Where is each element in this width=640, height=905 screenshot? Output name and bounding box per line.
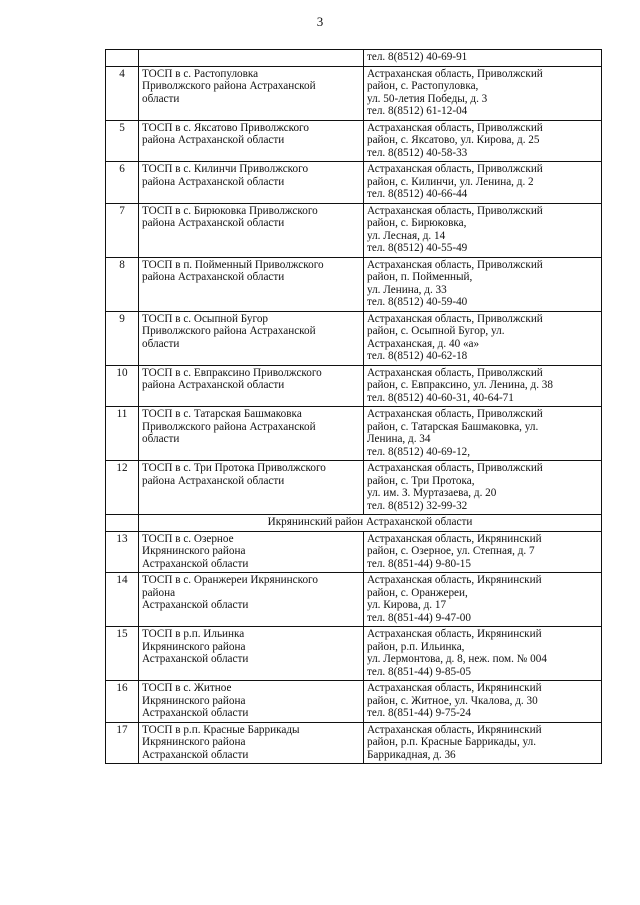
table-row (106, 66, 602, 120)
address-line: ул. Кирова, д. 17 (367, 599, 447, 611)
name-line: ТОСП в с. Килинчи Приволжского (142, 163, 309, 175)
address-line: ул. Лермонтова, д. 8, неж. пом. № 004 (367, 653, 547, 665)
privolzhsky-rows (106, 66, 602, 515)
address-line: тел. 8(8512) 40-62-18 (367, 350, 468, 362)
table-row (106, 120, 602, 162)
address-line: Астраханская область, Приволжский (367, 121, 543, 134)
address-line: Астраханская область, Приволжский (367, 204, 543, 217)
name-line: ТОСП в с. Татарская Башмаковка (142, 408, 302, 420)
office-address (364, 407, 602, 461)
table-row (106, 531, 602, 573)
address-line: тел. 8(8512) 40-58-33 (367, 146, 468, 159)
address-line: Астраханская область, Икрянинский (367, 574, 542, 586)
office-name (139, 257, 364, 311)
address-line: тел. 8(8512) 40-55-49 (367, 242, 468, 254)
row-number (106, 50, 139, 67)
address-line: тел. 8(8512) 40-59-40 (367, 296, 468, 308)
office-name (139, 627, 364, 681)
section-title: Икрянинский район Астраханской области (139, 515, 602, 532)
address-line: тел. 8(851-44) 9-80-15 (367, 557, 471, 570)
address-line: ул. им. З. Муртазаева, д. 20 (367, 487, 497, 499)
office-name (139, 461, 364, 515)
address-line: тел. 8(851-44) 9-75-24 (367, 707, 471, 719)
name-line: Приволжского района Астраханской (142, 420, 316, 433)
name-line: Астраханской области (142, 748, 249, 761)
page-number: 3 (316, 14, 324, 29)
address-line: район, с. Бирюковка, (367, 217, 467, 229)
address-line: район, с. Озерное, ул. Степная, д. 7 (367, 545, 535, 557)
address-line: район, с. Осыпной Бугор, ул. (367, 325, 505, 337)
name-line: района (142, 586, 176, 599)
address-line: район, с. Оранжереи, (367, 586, 468, 599)
office-address (364, 311, 602, 365)
table-row (106, 257, 602, 311)
name-line: ТОСП в с. Осыпной Бугор (142, 312, 269, 325)
table-row (106, 461, 602, 515)
table-row (106, 203, 602, 257)
office-name (139, 407, 364, 461)
address-line: тел. 8(8512) 40-69-12, (367, 445, 471, 458)
address-line: район, с. Евпраксино, ул. Ленина, д. 38 (367, 379, 553, 391)
address-line: район, с. Житное, ул. Чкалова, д. 30 (367, 694, 538, 707)
address-line: Астраханская, д. 40 «а» (367, 337, 480, 350)
office-address (364, 681, 602, 723)
office-address (364, 365, 602, 407)
table-row (106, 627, 602, 681)
name-line: ТОСП в р.п. Ильинка (142, 628, 245, 640)
top-row-group (106, 50, 602, 67)
office-name (139, 681, 364, 723)
name-line: области (142, 433, 180, 445)
table-row (106, 311, 602, 365)
address-line: Астраханская область, Икрянинский (367, 682, 542, 694)
table-row (106, 50, 602, 67)
address-line: тел. 8(8512) 40-69-91 (367, 51, 468, 63)
name-line: ТОСП в п. Пойменный Приволжского (142, 258, 324, 271)
name-line: ТОСП в с. Житное (142, 682, 232, 694)
office-address (364, 162, 602, 204)
name-line: Икрянинского района (142, 736, 246, 748)
address-line: Баррикадная, д. 36 (367, 748, 456, 761)
address-line: Астраханская область, Приволжский (367, 408, 543, 420)
address-line: Астраханская область, Приволжский (367, 366, 543, 379)
name-line: ТОСП в с. Евпраксино Приволжского (142, 366, 322, 379)
address-line: ул. 50-летия Победы, д. 3 (367, 92, 488, 105)
row-number: 14 (106, 573, 139, 627)
name-line: Астраханской области (142, 599, 249, 611)
row-number: 10 (106, 365, 139, 407)
address-line: район, с. Татарская Башмаковка, ул. (367, 420, 539, 433)
address-line: тел. 8(8512) 32-99-32 (367, 499, 468, 512)
row-number: 4 (106, 66, 139, 120)
address-line: ул. Лесная, д. 14 (367, 229, 446, 242)
table-row (106, 162, 602, 204)
row-number: 5 (106, 120, 139, 162)
name-line: Астраханской области (142, 707, 249, 719)
section-group (106, 515, 602, 532)
office-address (364, 573, 602, 627)
name-line: ТОСП в с. Яксатово Приволжского (142, 121, 309, 134)
address-line: Ленина, д. 34 (367, 433, 431, 445)
address-line: район, с. Яксатово, ул. Кирова, д. 25 (367, 134, 540, 146)
address-line: Астраханская область, Икрянинский (367, 628, 542, 640)
office-address (364, 120, 602, 162)
row-number: 15 (106, 627, 139, 681)
address-line: тел. 8(851-44) 9-47-00 (367, 611, 471, 624)
office-name (139, 531, 364, 573)
address-line: Астраханская область, Приволжский (367, 312, 543, 325)
row-number: 16 (106, 681, 139, 723)
office-address (364, 722, 602, 764)
address-line: район, п. Пойменный, (367, 271, 473, 283)
address-line: тел. 8(8512) 40-66-44 (367, 188, 468, 200)
row-number: 13 (106, 531, 139, 573)
address-line: район, р.п. Ильинка, (367, 640, 465, 653)
name-line: ТОСП в с. Три Протока Приволжского (142, 462, 326, 474)
office-name (139, 203, 364, 257)
office-address (364, 257, 602, 311)
office-address (364, 461, 602, 515)
office-address (364, 50, 602, 67)
address-line: район, с. Три Протока, (367, 474, 475, 487)
name-line: ТОСП в с. Оранжереи Икрянинского (142, 574, 318, 586)
office-name (139, 311, 364, 365)
name-line: района Астраханской области (142, 271, 285, 283)
table-row (106, 573, 602, 627)
office-name (139, 365, 364, 407)
name-line: ТОСП в р.п. Красные Баррикады (142, 723, 300, 736)
office-address (364, 66, 602, 120)
name-line: Икрянинского района (142, 694, 246, 707)
row-number: 7 (106, 203, 139, 257)
address-line: район, с. Растопуловка, (367, 80, 479, 92)
name-line: Приволжского района Астраханской (142, 325, 316, 337)
address-line: Астраханская область, Приволжский (367, 67, 543, 80)
row-number: 9 (106, 311, 139, 365)
row-number: 12 (106, 461, 139, 515)
office-address (364, 531, 602, 573)
name-line: района Астраханской области (142, 474, 285, 487)
office-name (139, 162, 364, 204)
address-line: район, р.п. Красные Баррикады, ул. (367, 736, 537, 748)
registry-table (105, 49, 602, 764)
name-line: Астраханской области (142, 653, 249, 665)
address-line: Астраханская область, Икрянинский (367, 723, 542, 736)
office-name (139, 573, 364, 627)
office-name (139, 50, 364, 67)
address-line: Астраханская область, Приволжский (367, 462, 543, 474)
table-row (106, 681, 602, 723)
name-line: района Астраханской области (142, 379, 285, 391)
address-line: Астраханская область, Приволжский (367, 163, 543, 175)
office-name (139, 722, 364, 764)
row-number: 8 (106, 257, 139, 311)
name-line: района Астраханской области (142, 134, 285, 146)
ikryaninsky-rows (106, 531, 602, 764)
name-line: Икрянинского района (142, 545, 246, 557)
name-line: Икрянинского района (142, 640, 246, 653)
address-line: тел. 8(8512) 61-12-04 (367, 105, 468, 117)
name-line: Приволжского района Астраханской (142, 80, 316, 92)
address-line: Астраханская область, Икрянинский (367, 532, 542, 545)
name-line: Астраханской области (142, 557, 249, 570)
name-line: области (142, 92, 180, 105)
address-line: ул. Ленина, д. 33 (367, 283, 447, 296)
address-line: район, с. Килинчи, ул. Ленина, д. 2 (367, 175, 534, 188)
name-line: ТОСП в с. Озерное (142, 532, 234, 545)
name-line: района Астраханской области (142, 175, 285, 188)
office-address (364, 627, 602, 681)
table-row (106, 407, 602, 461)
row-number (106, 515, 139, 532)
name-line: области (142, 337, 180, 350)
row-number: 11 (106, 407, 139, 461)
office-name (139, 66, 364, 120)
row-number: 6 (106, 162, 139, 204)
address-line: тел. 8(851-44) 9-85-05 (367, 665, 471, 678)
address-line: Астраханская область, Приволжский (367, 258, 543, 271)
name-line: ТОСП в с. Бирюковка Приволжского (142, 204, 318, 217)
table-row (106, 722, 602, 764)
office-address (364, 203, 602, 257)
section-header-row (106, 515, 602, 532)
address-line: тел. 8(8512) 40-60-31, 40-64-71 (367, 391, 514, 404)
row-number: 17 (106, 722, 139, 764)
office-name (139, 120, 364, 162)
name-line: района Астраханской области (142, 217, 285, 229)
name-line: ТОСП в с. Растопуловка (142, 67, 259, 80)
table-row (106, 365, 602, 407)
